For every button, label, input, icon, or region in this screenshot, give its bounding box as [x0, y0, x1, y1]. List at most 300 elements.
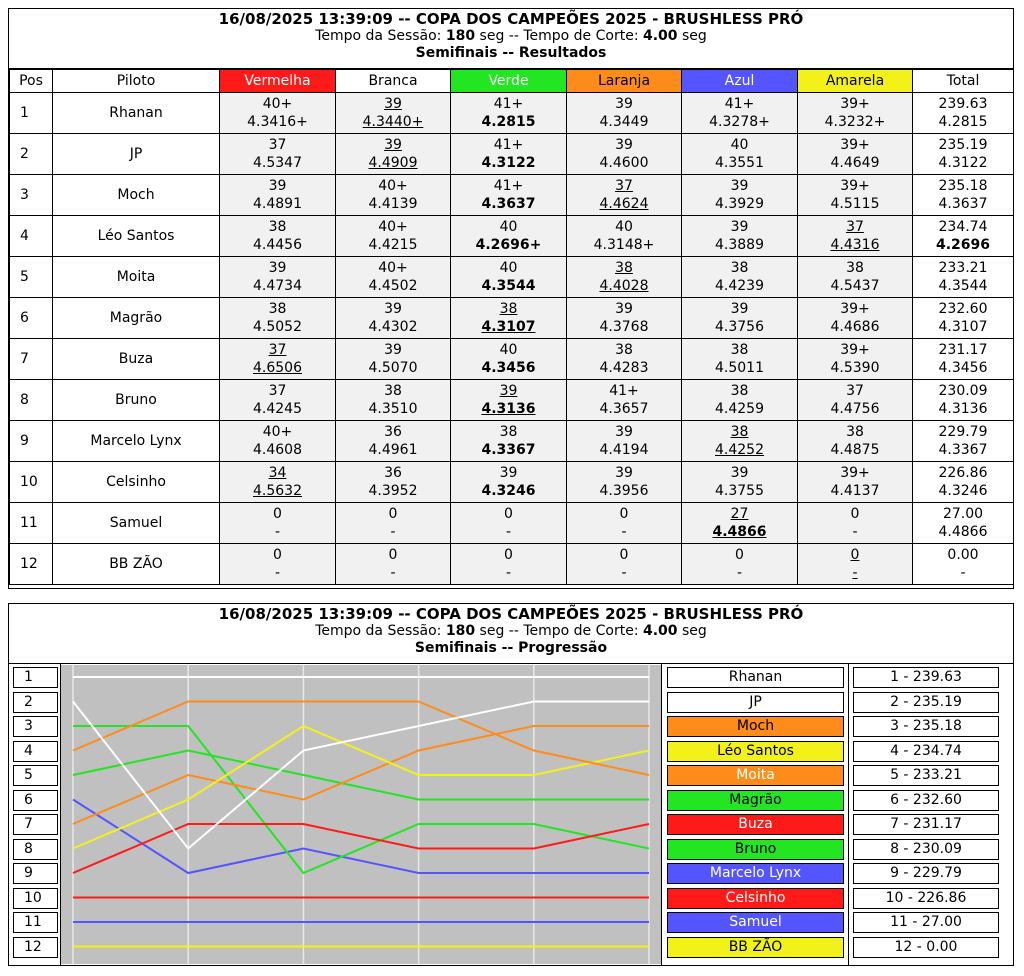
progress-title: 16/08/2025 13:39:09 -- COPA DOS CAMPEÕES 2025 - BRUSHLESS PRÓ — [218, 605, 804, 623]
pilot-name: Moch — [53, 175, 220, 216]
total-points: 231.17 — [938, 342, 988, 358]
progression-chart — [61, 665, 661, 964]
laps-value: 41+ — [609, 383, 639, 399]
legend-score: 10 - 226.86 — [853, 888, 999, 909]
table-row — [10, 503, 1014, 544]
heat-cell — [798, 257, 913, 298]
progress-subtitle: Semifinais -- Progressão — [414, 640, 608, 656]
lap-time-value: 4.3889 — [715, 237, 764, 253]
lap-time-value: 4.3756 — [715, 319, 764, 335]
legend-name: Moch — [667, 716, 844, 737]
heat-cell — [567, 380, 682, 421]
column-header-vermelha: Vermelha — [220, 70, 336, 93]
column-header-laranja: Laranja — [567, 70, 682, 93]
heat-cell — [451, 134, 567, 175]
legend-score: 2 - 235.19 — [853, 692, 999, 713]
pos-cell: 12 — [10, 544, 53, 585]
laps-value: 39 — [499, 383, 518, 399]
position-box: 6 — [13, 790, 58, 811]
heat-cell — [682, 298, 798, 339]
heat-cell — [567, 175, 682, 216]
legend-name: Rhanan — [667, 667, 844, 688]
heat-cell — [220, 216, 336, 257]
legend-score: 9 - 229.79 — [853, 863, 999, 884]
lap-time-value: 4.3929 — [715, 196, 764, 212]
legend-score: 3 - 235.18 — [853, 716, 999, 737]
heat-cell — [451, 216, 567, 257]
total-cell — [913, 380, 1014, 421]
heat-cell — [336, 298, 451, 339]
position-box: 5 — [13, 765, 58, 786]
table-row — [10, 380, 1014, 421]
progress-session-info — [9, 623, 1013, 640]
lap-time-value: 4.4649 — [830, 155, 880, 171]
legend-score: 1 - 239.63 — [853, 667, 999, 688]
lap-time-value: 4.4239 — [715, 278, 764, 294]
lap-time-value: 4.4028 — [599, 278, 649, 294]
lap-time-value: 4.5437 — [830, 278, 880, 294]
lap-time-value: 4.3551 — [715, 155, 764, 171]
laps-value: 39 — [384, 301, 402, 317]
heat-cell — [798, 462, 913, 503]
best-time: 4.3246 — [938, 483, 988, 499]
column-header-pos: Pos — [10, 70, 53, 93]
lap-time-value: - — [852, 524, 858, 540]
lap-time-value: - — [274, 524, 281, 540]
lap-time-value: 4.5011 — [715, 360, 764, 376]
laps-value: 37 — [268, 342, 287, 358]
laps-value: 38 — [730, 424, 749, 440]
legend-name: Moita — [667, 765, 844, 786]
total-points: 230.09 — [938, 383, 988, 399]
lap-time-value: 4.3755 — [715, 483, 764, 499]
heat-cell — [220, 380, 336, 421]
results-panel — [8, 8, 1014, 589]
laps-value: 0 — [619, 547, 629, 563]
cut-value: 4.00 — [643, 623, 678, 639]
lap-time-value: - — [852, 565, 858, 581]
total-cell — [913, 175, 1014, 216]
lap-time-value: 4.4194 — [599, 442, 649, 458]
pilot-name: Léo Santos — [53, 216, 220, 257]
legend-name: Buza — [667, 814, 844, 835]
heat-cell — [451, 462, 567, 503]
total-cell — [913, 544, 1014, 585]
total-cell — [913, 503, 1014, 544]
laps-value: 39 — [730, 465, 749, 481]
position-box: 10 — [13, 888, 58, 909]
lap-time-value: 4.2696+ — [475, 237, 542, 253]
heat-cell — [682, 93, 798, 134]
position-box: 3 — [13, 716, 58, 737]
position-box: 1 — [13, 667, 58, 688]
best-time: 4.3136 — [938, 401, 988, 417]
total-cell — [913, 339, 1014, 380]
heat-cell — [220, 339, 336, 380]
table-row — [10, 175, 1014, 216]
heat-cell — [336, 93, 451, 134]
lap-time-value: - — [505, 565, 512, 581]
heat-cell — [336, 503, 451, 544]
position-box: 8 — [13, 839, 58, 860]
lap-time-value: 4.4608 — [253, 442, 302, 458]
heat-cell — [682, 216, 798, 257]
laps-value: 39 — [730, 301, 749, 317]
laps-value: 40 — [499, 342, 518, 358]
heat-cell — [567, 421, 682, 462]
lap-time-value: 4.2815 — [481, 114, 536, 130]
session-unit: seg -- Tempo de Corte: — [479, 623, 639, 639]
total-points: 229.79 — [938, 424, 988, 440]
legend-name: Marcelo Lynx — [667, 863, 844, 884]
separator-line — [60, 664, 61, 965]
total-points: 27.00 — [942, 506, 984, 522]
laps-value: 0 — [273, 547, 282, 563]
laps-value: 39 — [615, 424, 633, 440]
heat-cell — [798, 175, 913, 216]
pilot-name: Moita — [53, 257, 220, 298]
lap-time-value: 4.3440+ — [362, 114, 424, 130]
legend-name: JP — [667, 692, 844, 713]
lap-time-value: 4.3136 — [481, 401, 536, 417]
lap-time-value: 4.4456 — [253, 237, 302, 253]
lap-time-value: 4.5390 — [830, 360, 880, 376]
total-cell — [913, 421, 1014, 462]
lap-time-value: 4.3768 — [599, 319, 649, 335]
column-header-amarela: Amarela — [798, 70, 913, 93]
cut-unit: seg — [682, 623, 707, 639]
heat-cell — [567, 257, 682, 298]
laps-value: 39+ — [840, 178, 870, 194]
lap-time-value: - — [390, 524, 396, 540]
legend-name: Samuel — [667, 912, 844, 933]
legend-name: Celsinho — [667, 888, 844, 909]
session-label: Tempo da Sessão: — [315, 623, 442, 639]
total-points: 235.19 — [938, 137, 988, 153]
total-points: 235.18 — [938, 178, 988, 194]
total-cell — [913, 257, 1014, 298]
lap-time-value: 4.3246 — [481, 483, 536, 499]
heat-cell — [567, 339, 682, 380]
best-time: 4.3122 — [938, 155, 988, 171]
laps-value: 40 — [615, 219, 633, 235]
laps-value: 40 — [730, 137, 749, 153]
progression-area — [9, 664, 1013, 965]
laps-value: 38 — [615, 342, 633, 358]
lap-time-value: 4.4756 — [830, 401, 880, 417]
laps-value: 0 — [273, 506, 282, 522]
heat-cell — [220, 257, 336, 298]
best-time: 4.4866 — [938, 524, 988, 540]
legend-score: 8 - 230.09 — [853, 839, 999, 860]
pilot-name: JP — [53, 134, 220, 175]
total-cell — [913, 134, 1014, 175]
legend-name: Léo Santos — [667, 741, 844, 762]
best-time: 4.3107 — [938, 319, 988, 335]
heat-cell — [798, 544, 913, 585]
pos-cell: 4 — [10, 216, 53, 257]
heat-cell — [336, 462, 451, 503]
session-label: Tempo da Sessão: — [315, 28, 442, 44]
laps-value: 0 — [619, 506, 629, 522]
lap-time-value: 4.4252 — [715, 442, 764, 458]
position-box: 4 — [13, 741, 58, 762]
laps-value: 38 — [268, 301, 287, 317]
table-row — [10, 93, 1014, 134]
table-row — [10, 298, 1014, 339]
laps-value: 34 — [268, 465, 287, 481]
table-row — [10, 544, 1014, 585]
pilot-name: Rhanan — [53, 93, 220, 134]
laps-value: 39+ — [840, 465, 870, 481]
laps-value: 38 — [730, 383, 749, 399]
heat-cell — [682, 339, 798, 380]
lap-time-value: 4.4891 — [253, 196, 302, 212]
heat-cell — [220, 175, 336, 216]
laps-value: 39 — [730, 219, 749, 235]
pilot-name: Samuel — [53, 503, 220, 544]
pilot-name: Marcelo Lynx — [53, 421, 220, 462]
lap-time-value: 4.4302 — [368, 319, 418, 335]
heat-cell — [220, 93, 336, 134]
lap-time-value: - — [736, 565, 743, 581]
heat-cell — [451, 503, 567, 544]
heat-cell — [682, 462, 798, 503]
lap-time-value: 4.4139 — [368, 196, 418, 212]
column-header-piloto: Piloto — [53, 70, 220, 93]
pilot-name: Magrão — [53, 298, 220, 339]
lap-time-value: 4.4875 — [830, 442, 880, 458]
results-title: 16/08/2025 13:39:09 -- COPA DOS CAMPEÕES 2025 - BRUSHLESS PRÓ — [218, 10, 804, 28]
total-points: 0.00 — [947, 547, 979, 563]
best-time: - — [960, 565, 966, 581]
heat-cell — [451, 93, 567, 134]
laps-value: 40+ — [262, 424, 293, 440]
best-time: 4.3456 — [938, 360, 988, 376]
header-row — [10, 70, 1014, 93]
heat-cell — [798, 134, 913, 175]
lap-time-value: 4.4259 — [715, 401, 764, 417]
laps-value: 38 — [615, 260, 633, 276]
total-cell — [913, 298, 1014, 339]
lap-time-value: 4.3637 — [481, 196, 536, 212]
laps-value: 39 — [499, 465, 518, 481]
pos-cell: 1 — [10, 93, 53, 134]
lap-time-value: 4.4866 — [712, 524, 767, 540]
heat-cell — [798, 421, 913, 462]
results-subtitle: Semifinais -- Resultados — [415, 45, 607, 61]
lap-time-value: - — [505, 524, 512, 540]
heat-cell — [451, 298, 567, 339]
heat-cell — [336, 175, 451, 216]
lap-time-value: 4.5347 — [253, 155, 302, 171]
lap-time-value: 4.3657 — [599, 401, 649, 417]
lap-time-value: 4.4624 — [599, 196, 649, 212]
lap-time-value: 4.3367 — [481, 442, 536, 458]
column-header-verde: Verde — [451, 70, 567, 93]
laps-value: 39 — [615, 465, 633, 481]
heat-cell — [220, 462, 336, 503]
separator-line — [848, 664, 849, 965]
laps-value: 40+ — [262, 96, 293, 112]
laps-value: 40+ — [378, 260, 408, 276]
position-box: 2 — [13, 692, 58, 713]
lap-time-value: 4.4686 — [830, 319, 880, 335]
heat-cell — [682, 175, 798, 216]
heat-cell — [220, 544, 336, 585]
laps-value: 38 — [499, 424, 518, 440]
pos-cell: 6 — [10, 298, 53, 339]
position-box: 9 — [13, 863, 58, 884]
laps-value: 39 — [730, 178, 749, 194]
heat-cell — [567, 134, 682, 175]
lap-time-value: 4.5070 — [368, 360, 418, 376]
legend-name: Bruno — [667, 839, 844, 860]
total-points: 233.21 — [938, 260, 988, 276]
laps-value: 0 — [504, 506, 513, 522]
lap-time-value: 4.3107 — [481, 319, 536, 335]
lap-time-value: 4.3278+ — [709, 114, 770, 130]
table-row — [10, 462, 1014, 503]
pos-cell: 9 — [10, 421, 53, 462]
laps-value: 41+ — [493, 96, 524, 112]
session-value: 180 — [445, 28, 476, 44]
heat-cell — [220, 298, 336, 339]
laps-value: 40 — [499, 219, 518, 235]
lap-time-value: 4.3232+ — [824, 114, 886, 130]
laps-value: 39 — [615, 96, 633, 112]
heat-cell — [798, 93, 913, 134]
laps-value: 40 — [499, 260, 518, 276]
lap-time-value: - — [621, 524, 627, 540]
lap-time-value: 4.4909 — [368, 155, 418, 171]
laps-value: 39 — [615, 301, 633, 317]
heat-cell — [567, 544, 682, 585]
heat-cell — [682, 380, 798, 421]
laps-value: 36 — [384, 424, 402, 440]
heat-cell — [798, 339, 913, 380]
legend-score: 11 - 27.00 — [853, 912, 999, 933]
total-cell — [913, 93, 1014, 134]
legend-score: 5 - 233.21 — [853, 765, 999, 786]
pos-cell: 7 — [10, 339, 53, 380]
total-cell — [913, 462, 1014, 503]
total-cell — [913, 216, 1014, 257]
pilot-name: Buza — [53, 339, 220, 380]
legend-name: Magrão — [667, 790, 844, 811]
total-points: 226.86 — [938, 465, 988, 481]
heat-cell — [682, 421, 798, 462]
laps-value: 39+ — [840, 342, 870, 358]
legend-score: 12 - 0.00 — [853, 937, 999, 958]
laps-value: 37 — [268, 137, 287, 153]
heat-cell — [567, 298, 682, 339]
results-header — [9, 9, 1013, 69]
heat-cell — [567, 503, 682, 544]
pilot-name: Celsinho — [53, 462, 220, 503]
lap-time-value: 4.3416+ — [247, 114, 308, 130]
lap-time-value: 4.6506 — [253, 360, 302, 376]
best-time: 4.2815 — [938, 114, 988, 130]
laps-value: 39 — [615, 137, 633, 153]
lap-time-value: 4.4961 — [368, 442, 418, 458]
lap-time-value: 4.3148+ — [593, 237, 655, 253]
lap-time-value: 4.4245 — [253, 401, 302, 417]
heat-cell — [336, 134, 451, 175]
heat-cell — [451, 380, 567, 421]
table-row — [10, 134, 1014, 175]
lap-time-value: 4.3956 — [599, 483, 649, 499]
laps-value: 39+ — [840, 137, 870, 153]
legend-score: 6 - 232.60 — [853, 790, 999, 811]
total-points: 239.63 — [938, 96, 988, 112]
laps-value: 38 — [730, 260, 749, 276]
best-time: 4.3637 — [938, 196, 988, 212]
heat-cell — [220, 134, 336, 175]
laps-value: 41+ — [724, 96, 755, 112]
position-box: 12 — [13, 937, 58, 958]
heat-cell — [567, 462, 682, 503]
best-time: 4.2696 — [935, 237, 991, 253]
session-info — [9, 28, 1013, 45]
laps-value: 37 — [268, 383, 287, 399]
heat-cell — [336, 257, 451, 298]
lap-time-value: 4.4137 — [830, 483, 880, 499]
table-row — [10, 421, 1014, 462]
heat-cell — [451, 544, 567, 585]
heat-cell — [451, 257, 567, 298]
best-time: 4.3367 — [938, 442, 988, 458]
heat-cell — [798, 298, 913, 339]
lap-time-value: 4.3449 — [599, 114, 649, 130]
heat-cell — [682, 503, 798, 544]
lap-time-value: 4.5052 — [253, 319, 302, 335]
cut-unit: seg — [682, 28, 707, 44]
heat-cell — [798, 216, 913, 257]
lap-time-value: 4.4283 — [599, 360, 649, 376]
column-header-total: Total — [913, 70, 1014, 93]
legend-score: 7 - 231.17 — [853, 814, 999, 835]
laps-value: 38 — [846, 260, 864, 276]
lap-time-value: - — [390, 565, 396, 581]
heat-cell — [451, 175, 567, 216]
total-points: 232.60 — [938, 301, 988, 317]
lap-time-value: 4.4600 — [599, 155, 649, 171]
best-time: 4.3544 — [938, 278, 988, 294]
position-box: 11 — [13, 912, 58, 933]
heat-cell — [336, 544, 451, 585]
lap-time-value: 4.4734 — [253, 278, 302, 294]
column-header-azul: Azul — [682, 70, 798, 93]
laps-value: 40+ — [378, 178, 408, 194]
heat-cell — [336, 339, 451, 380]
lap-time-value: 4.3456 — [481, 360, 536, 376]
table-row — [10, 339, 1014, 380]
laps-value: 38 — [846, 424, 864, 440]
legend-name: BB ZÃO — [667, 937, 844, 958]
table-row — [10, 216, 1014, 257]
progress-header — [9, 604, 1013, 664]
laps-value: 0 — [388, 547, 398, 563]
pos-cell: 11 — [10, 503, 53, 544]
session-value: 180 — [445, 623, 476, 639]
laps-value: 0 — [850, 506, 860, 522]
laps-value: 39 — [384, 96, 402, 112]
laps-value: 41+ — [493, 137, 524, 153]
laps-value: 0 — [504, 547, 513, 563]
laps-value: 39 — [268, 178, 287, 194]
laps-value: 36 — [384, 465, 402, 481]
